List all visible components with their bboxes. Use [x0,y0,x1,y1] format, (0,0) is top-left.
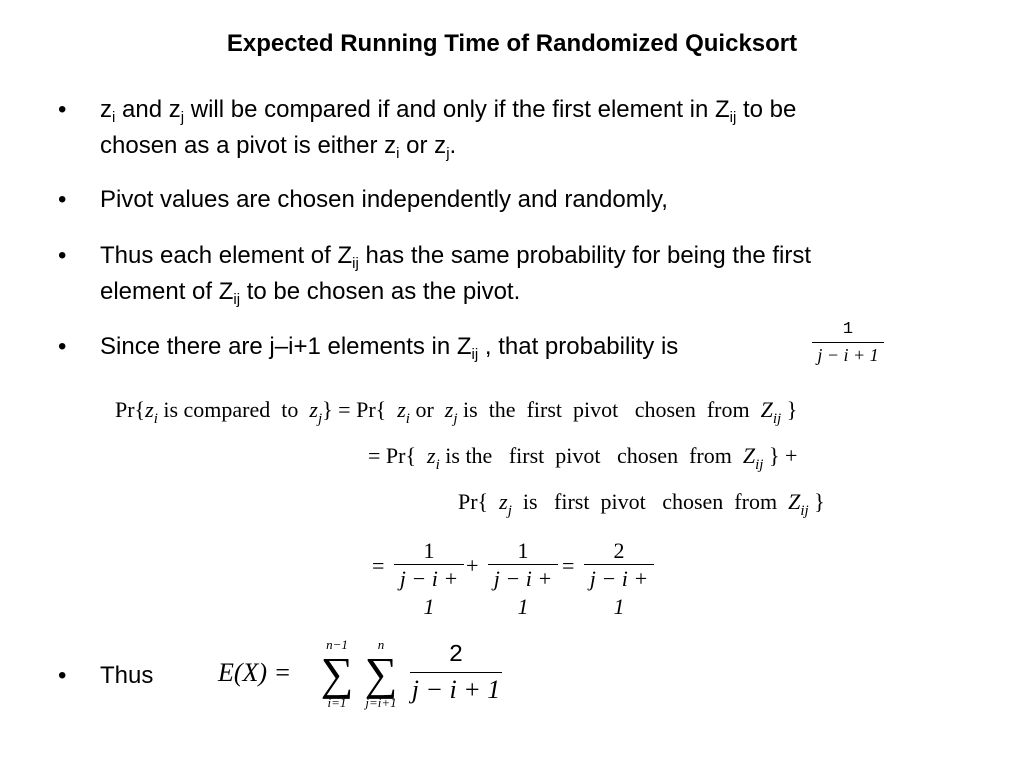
fraction-denominator: j − i + 1 [399,566,459,619]
plus-sign: + [466,553,479,578]
bullet-marker: • [58,662,67,689]
probability-fraction [812,320,884,365]
equation-line-3: Pr{ $z_j$ is first pivot chosen from $Z_{ij}$ } [458,489,825,519]
fraction-numerator: 2 [613,538,625,563]
slide-title: Expected Running Time of Randomized Quicksort [226,30,798,57]
expected-value-fraction [410,642,502,705]
bullet-text: Thus [100,662,154,689]
outer-summation [314,638,360,710]
bullet-marker: • [58,96,67,123]
equation-line-1: $Pr\{z_i$ is compared to $z_j\} = Pr${ $z_i$ or $z_j$ is the first pivot chosen from $Z_{ij}$ } [115,397,798,427]
fraction-numerator: 1 [842,320,854,339]
sum-lower-limit: j=i+1 [365,695,397,710]
fraction-numerator: 1 [423,538,435,563]
sigma-symbol: ∑ [320,648,354,699]
fraction-2 [488,538,558,621]
fraction-denominator: j − i + 1 [411,675,501,704]
equals-sign: = [372,553,385,578]
fraction-denominator: j − i + 1 [817,345,879,365]
sum-upper-limit: n−1 [326,637,348,652]
fraction-numerator: 2 [448,642,464,669]
sum-upper-limit: n [377,637,385,652]
bullet-text: Since there are j–i+1 elements in $Z_{ij}$ , that probability is [100,333,679,363]
bullet-text: Thus each element of $Z_{ij}$ has the same probability for being the first element of $Z_{ij}$ to be chosen as the pivot. [100,242,812,308]
equals-sign: = [562,553,575,578]
bullet-text: $z_i$ and $z_j$ will be compared if and only if the first element in $Z_{ij}$ to be chosen as a pivot is either $z_i$ or $z_j$. [100,96,797,162]
fraction-bar [410,672,502,673]
bullet-text: Pivot values are chosen independently and randomly, [100,186,668,213]
fraction-numerator: 1 [517,538,529,563]
fraction-denominator: j − i + 1 [493,566,553,619]
sigma-symbol: ∑ [364,648,398,699]
bullet-marker: • [58,242,67,269]
fraction-denominator: j − i + 1 [589,566,649,619]
expected-value-lhs: E(X) = [218,658,292,687]
fraction-3 [584,538,654,621]
equation-line-2: = Pr{ $z_i$ is the first pivot chosen from $Z_{ij}$ } + [368,443,798,473]
fraction-1 [394,538,464,621]
bullet-marker: • [58,333,67,360]
sum-lower-limit: i=1 [327,695,347,710]
inner-summation [356,638,406,710]
bullet-marker: • [58,186,67,213]
fraction-bar [812,342,884,343]
